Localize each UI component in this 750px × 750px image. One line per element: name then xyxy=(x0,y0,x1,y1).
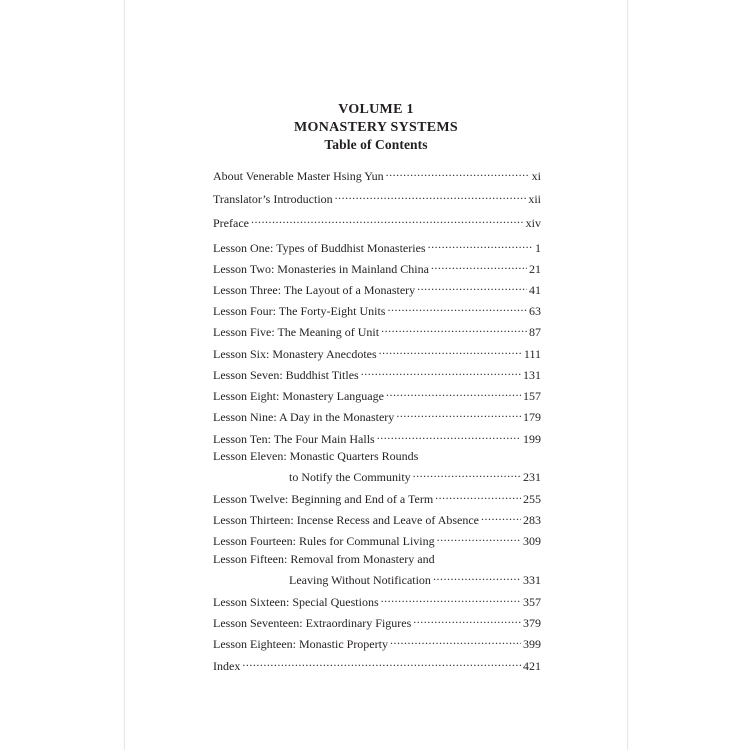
toc-entry-title: Lesson Nine: A Day in the Monastery xyxy=(213,410,395,424)
toc-entry-title: Lesson Sixteen: Special Questions xyxy=(213,595,379,609)
series-heading: MONASTERY SYSTEMS xyxy=(294,120,458,135)
toc-entry xyxy=(213,529,541,548)
toc-entry-title: Lesson Five: The Meaning of Unit xyxy=(213,325,380,339)
toc-entry-title: Lesson Two: Monasteries in Mainland China xyxy=(213,262,429,276)
toc-entry xyxy=(213,611,541,630)
toc-entry-title: Lesson Seven: Buddhist Titles xyxy=(213,368,359,382)
book-page xyxy=(124,0,628,750)
toc-entry-page: 21 xyxy=(529,262,541,276)
toc-entry-title: Lesson Thirteen: Incense Recess and Leave of Absence xyxy=(213,513,480,527)
toc-entry-page: 157 xyxy=(523,389,541,403)
toc-entry-title-continued: Leaving Without Notification xyxy=(289,573,431,587)
toc-entry xyxy=(213,590,541,609)
toc-entry-title: Lesson Fourteen: Rules for Communal Living xyxy=(213,534,435,548)
toc-entry-title: Preface xyxy=(213,216,249,230)
toc-entry-title: Lesson Four: The Forty-Eight Units xyxy=(213,304,386,318)
toc-entry-page: 199 xyxy=(523,432,541,446)
toc-entry-title: Lesson Six: Monastery Anecdotes xyxy=(213,347,377,361)
toc-entry xyxy=(213,384,541,403)
dot-leader xyxy=(381,320,527,336)
dot-leader xyxy=(417,278,527,294)
toc-entry xyxy=(213,257,541,276)
dot-leader xyxy=(386,164,530,180)
toc-entry xyxy=(213,320,541,339)
dot-leader xyxy=(377,427,521,443)
toc-entry xyxy=(213,508,541,527)
toc-entry-page: 41 xyxy=(529,283,541,297)
toc-entry-title: Lesson Ten: The Four Main Halls xyxy=(213,432,375,446)
toc-entry xyxy=(213,342,541,361)
toc-entry-title: Translator’s Introduction xyxy=(213,192,333,206)
dot-leader xyxy=(387,299,527,315)
toc-entry-page: 87 xyxy=(529,325,541,339)
toc-entry-continuation xyxy=(213,465,541,484)
dot-leader xyxy=(361,363,521,379)
toc-entry-page: xii xyxy=(528,192,541,206)
toc-entry xyxy=(213,211,541,230)
dot-leader xyxy=(428,236,533,252)
toc-entry-page: 231 xyxy=(523,470,541,484)
dot-leader xyxy=(413,465,521,481)
toc-entry-page: xi xyxy=(531,169,541,183)
toc-entry-page: 63 xyxy=(529,304,541,318)
toc-entry-title: Index xyxy=(213,659,241,673)
toc-entry-page: 379 xyxy=(523,616,541,630)
toc-entry-page: 421 xyxy=(523,659,541,673)
dot-leader xyxy=(242,654,521,670)
toc-entry xyxy=(213,427,541,446)
toc-entry-page: 399 xyxy=(523,637,541,651)
toc-entry xyxy=(213,299,541,318)
dot-leader xyxy=(437,529,521,545)
toc-entry-page: 309 xyxy=(523,534,541,548)
toc-entry xyxy=(213,632,541,651)
dot-leader xyxy=(396,405,521,421)
toc-entry xyxy=(213,654,541,673)
dot-leader xyxy=(435,487,521,503)
toc-entry-title: Lesson Fifteen: Removal from Monastery and xyxy=(213,552,435,566)
toc-entry xyxy=(213,187,541,206)
toc-entry-title: Lesson Three: The Layout of a Monastery xyxy=(213,283,416,297)
dot-leader xyxy=(335,187,527,203)
toc-entry-title: Lesson Eighteen: Monastic Property xyxy=(213,637,388,651)
dot-leader xyxy=(381,590,521,606)
toc-entry-first-line xyxy=(213,551,541,567)
toc-entry-page: 131 xyxy=(523,368,541,382)
toc-entry-first-line xyxy=(213,448,541,464)
dot-leader xyxy=(386,384,521,400)
toc-entry-page: xiv xyxy=(525,216,541,230)
toc-entry-page: 283 xyxy=(523,513,541,527)
volume-heading: VOLUME 1 xyxy=(338,102,414,117)
toc-entry xyxy=(213,236,541,255)
toc-entry-page: 331 xyxy=(523,573,541,587)
toc-entry-title: Lesson One: Types of Buddhist Monasteries xyxy=(213,241,426,255)
toc-entry-title: Lesson Seventeen: Extraordinary Figures xyxy=(213,616,412,630)
toc-entry xyxy=(213,487,541,506)
dot-leader xyxy=(481,508,521,524)
toc-entry-title: Lesson Eight: Monastery Language xyxy=(213,389,384,403)
dot-leader xyxy=(413,611,521,627)
toc-entry-page: 179 xyxy=(523,410,541,424)
toc-entry-page: 357 xyxy=(523,595,541,609)
toc-entry-continuation xyxy=(213,568,541,587)
toc-entry-title-continued: to Notify the Community xyxy=(289,470,411,484)
toc-entry-title: Lesson Eleven: Monastic Quarters Rounds xyxy=(213,449,419,463)
toc-entry-page: 255 xyxy=(523,492,541,506)
toc-entry xyxy=(213,405,541,424)
toc-entry xyxy=(213,164,541,183)
dot-leader xyxy=(379,342,522,358)
dot-leader xyxy=(390,632,521,648)
dot-leader xyxy=(251,211,524,227)
toc-entry-title: About Venerable Master Hsing Yun xyxy=(213,169,384,183)
toc-entry-title: Lesson Twelve: Beginning and End of a Term xyxy=(213,492,434,506)
toc-entry xyxy=(213,278,541,297)
toc-entry xyxy=(213,363,541,382)
dot-leader xyxy=(433,568,521,584)
toc-heading: Table of Contents xyxy=(324,137,428,152)
dot-leader xyxy=(431,257,527,273)
toc-entry-page: 111 xyxy=(523,347,541,361)
toc-entry-page: 1 xyxy=(535,241,541,255)
